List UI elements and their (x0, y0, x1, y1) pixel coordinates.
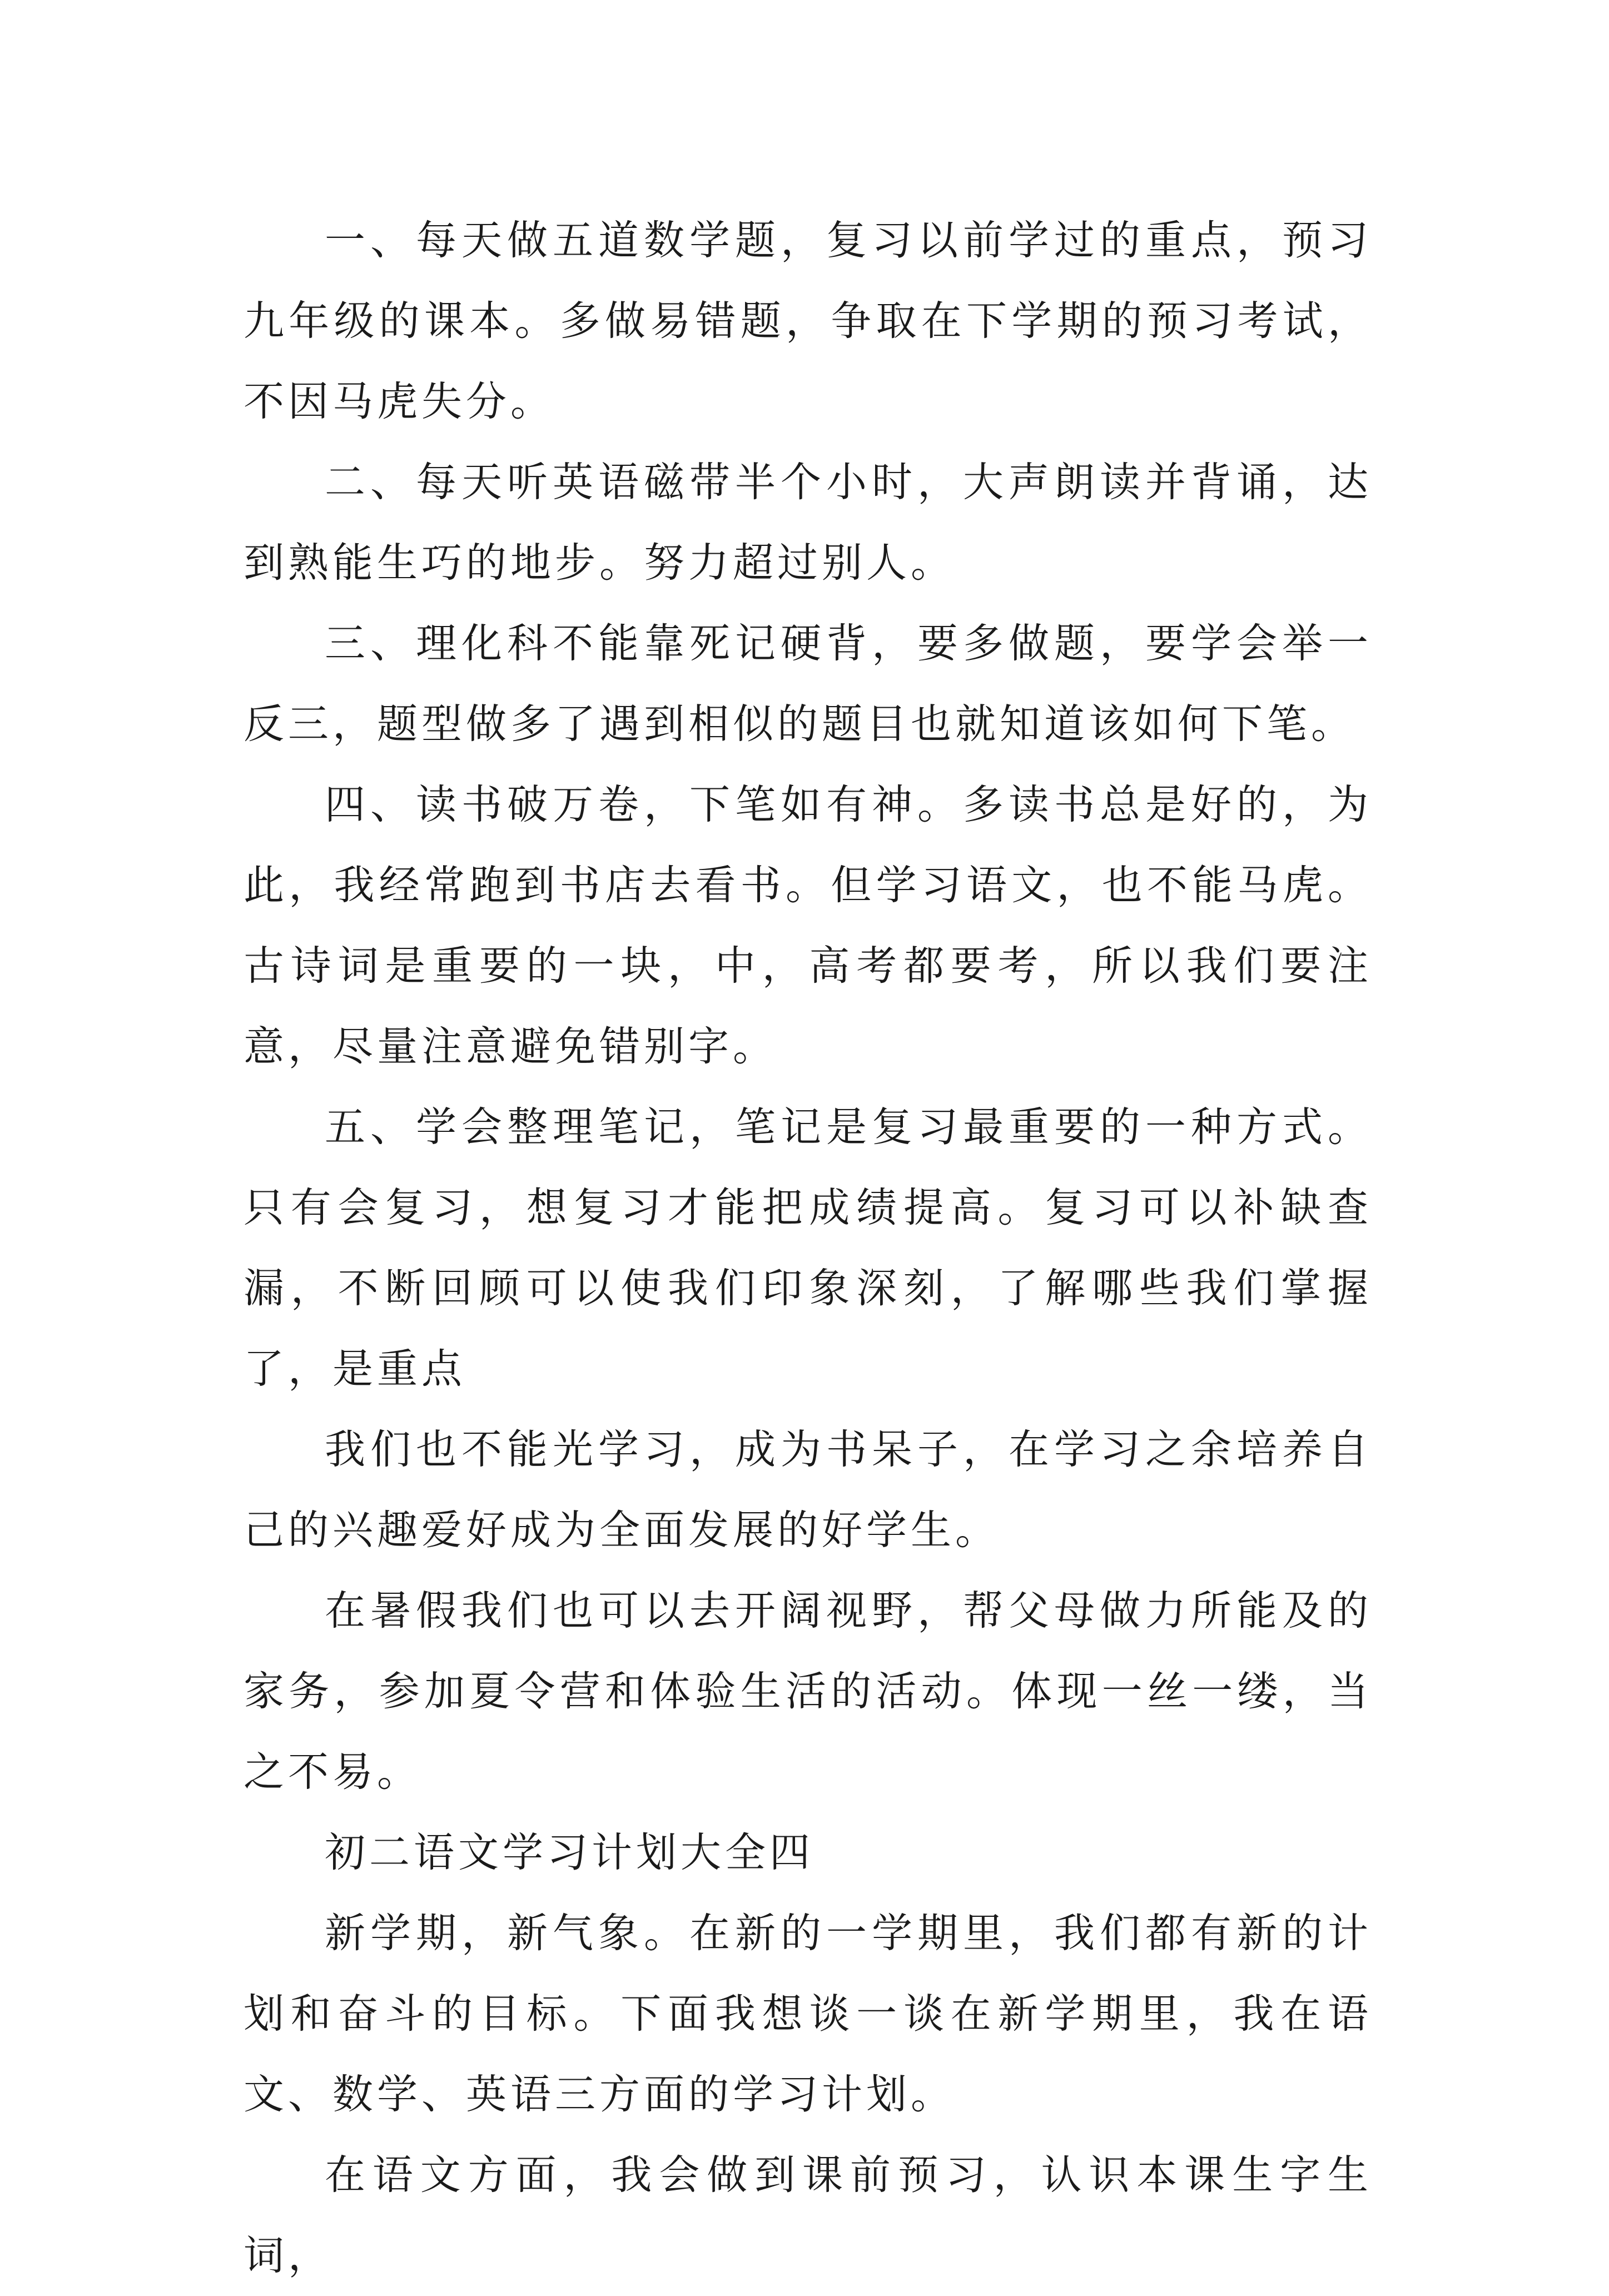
paragraph-notes: 五、学会整理笔记，笔记是复习最重要的一种方式。只有会复习，想复习才能把成绩提高。复习可以补缺查漏，不断回顾可以使我们印象深刻，了解哪些我们掌握了，是重点 (244, 1104, 1372, 1393)
document-body (244, 200, 1372, 2296)
paragraph-hobbies: 我们也不能光学习，成为书呆子，在学习之余培养自己的兴趣爱好成为全面发展的好学生。 (244, 1426, 1372, 1554)
paragraph-summer: 在暑假我们也可以去开阔视野，帮父母做力所能及的家务，参加夏令营和体验生活的活动。体现一丝一缕，当之不易。 (244, 1587, 1372, 1796)
paragraph-english: 二、每天听英语磁带半个小时，大声朗读并背诵，达到熟能生巧的地步。努力超过别人。 (244, 459, 1372, 587)
paragraph-reading: 四、读书破万卷，下笔如有神。多读书总是好的，为此，我经常跑到书店去看书。但学习语文，也不能马虎。古诗词是重要的一块，中，高考都要考，所以我们要注意，尽量注意避免错别字。 (244, 781, 1372, 1070)
paragraph-new-semester: 新学期，新气象。在新的一学期里，我们都有新的计划和奋斗的目标。下面我想谈一谈在新学期里，我在语文、数学、英语三方面的学习计划。 (244, 1910, 1372, 2118)
paragraph-math: 一、每天做五道数学题，复习以前学过的重点，预习九年级的课本。多做易错题，争取在下学期的预习考试，不因马虎失分。 (244, 217, 1372, 425)
section-heading: 初二语文学习计划大全四 (325, 1829, 814, 1876)
paragraph-physics-chemistry: 三、理化科不能靠死记硬背，要多做题，要学会举一反三，题型做多了遇到相似的题目也就知道该如何下笔。 (244, 620, 1372, 748)
paragraph-chinese: 在语文方面，我会做到课前预习，认识本课生字生词， (244, 2151, 1372, 2279)
